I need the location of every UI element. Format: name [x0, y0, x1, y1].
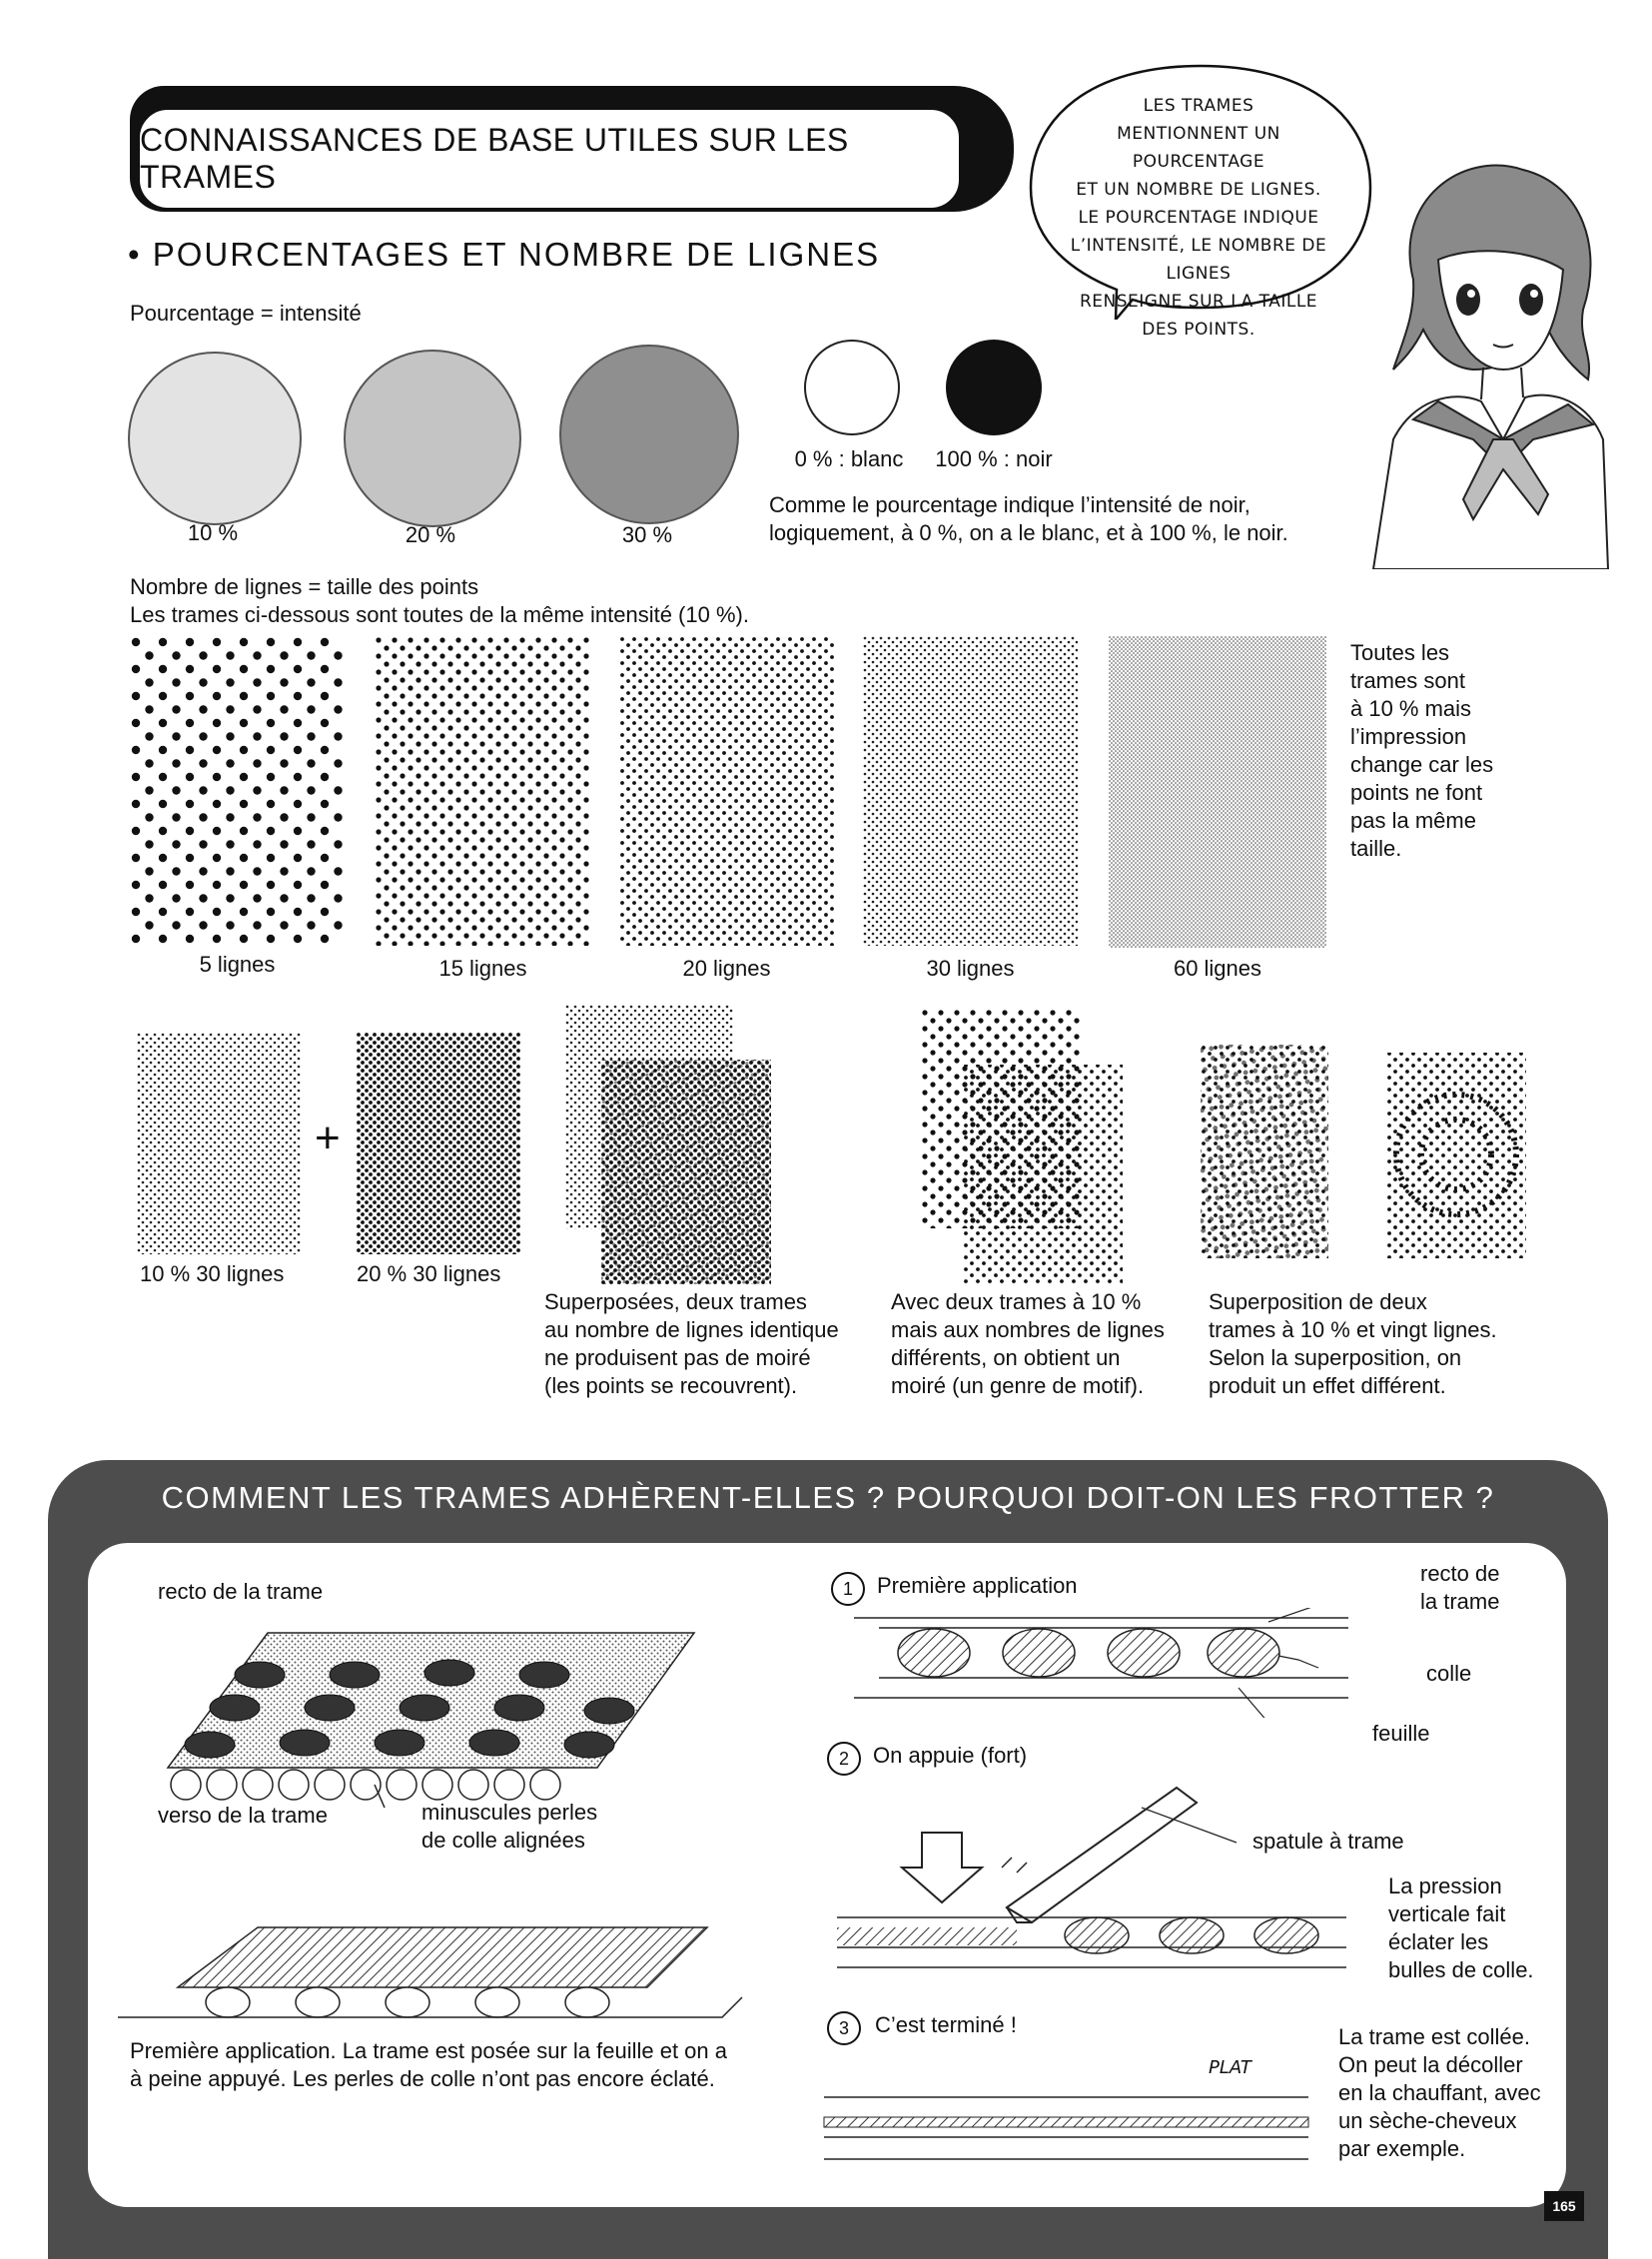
- feuille-label: feuille: [1372, 1721, 1430, 1746]
- page-title: CONNAISSANCES DE BASE UTILES SUR LES TRAMES: [138, 108, 961, 210]
- spatule-label: spatule à trame: [1252, 1829, 1404, 1854]
- overlay-different: [921, 1009, 1131, 1288]
- overlay-identical: [565, 1005, 775, 1284]
- noir-label: 100 % : noir: [935, 446, 1053, 471]
- section2-heading: COMMENT LES TRAMES ADHÈRENT-ELLES ? POURQUOI DOIT-ON LES FROTTER ?: [161, 1480, 1495, 1515]
- swatch-label: 20 lignes: [682, 956, 771, 981]
- caption-identical: Superposées, deux trames au nombre de lignes identique ne produisent pas de moiré (les points se recouvrent).: [544, 1289, 839, 1398]
- caption-different: Avec deux trames à 10 % mais aux nombres de lignes différents, on obtient un moiré (un genre de motif).: [891, 1289, 1165, 1398]
- plat-label: PLAT: [1209, 2057, 1251, 2078]
- swatch-10-30: [137, 1033, 301, 1254]
- recto-short-label: recto de la trame: [1420, 1561, 1500, 1614]
- first-application-illustration: [118, 1892, 757, 2052]
- colle-label: colle: [1426, 1661, 1472, 1686]
- swatch-20-lignes: [619, 636, 834, 946]
- pression-note: La pression verticale fait éclater les bulles de colle.: [1388, 1874, 1534, 1982]
- circle-10: [128, 352, 302, 525]
- speech-text: LES TRAMES MENTIONNENT UN POURCENTAGE ET UN NOMBRE DE LIGNES. LE POURCENTAGE INDIQUE L’INTENSITÉ, LE NOMBRE DE LIGNES RENSEIGNE SUR LA TAILLE DES POINTS.: [1070, 96, 1327, 340]
- swatch-30-lignes: [863, 636, 1078, 946]
- step-label: On appuie (fort): [873, 1743, 1028, 1768]
- label-20-30: 20 % 30 lignes: [357, 1261, 501, 1286]
- step-label: C’est terminé !: [875, 2012, 1017, 2037]
- swatch-label: 15 lignes: [438, 956, 527, 981]
- circle-blanc: [804, 340, 900, 435]
- page-number: 165: [1544, 2191, 1584, 2221]
- lines-label: Nombre de lignes = taille des points Les trames ci-dessous sont toutes de la même intensité (10 %).: [130, 574, 749, 627]
- step1-illustration: [849, 1608, 1378, 1718]
- step-label: Première application: [877, 1573, 1078, 1598]
- swatch-label: 60 lignes: [1173, 956, 1262, 981]
- circle-noir: [946, 340, 1042, 435]
- verso-label: verso de la trame: [158, 1803, 328, 1828]
- swatch-label: 30 lignes: [926, 956, 1015, 981]
- sheet-illustration: [150, 1613, 709, 1823]
- plus-sign: +: [315, 1114, 341, 1162]
- character-illustration: [1353, 140, 1613, 569]
- step3-illustration: [819, 2087, 1318, 2172]
- recto-label: recto de la trame: [158, 1579, 324, 1604]
- step-number: 3: [827, 2011, 861, 2045]
- circle-label-10: 10 %: [187, 520, 239, 545]
- step2-illustration: [827, 1758, 1366, 1987]
- collee-note: La trame est collée. On peut la décoller en la chauffant, avec un sèche-cheveux par exemple.: [1338, 2024, 1541, 2161]
- perles-label: minuscules perles de colle alignées: [421, 1800, 598, 1853]
- section-heading: • POURCENTAGES ET NOMBRE DE LIGNES: [128, 236, 881, 273]
- blanc-label: 0 % : blanc: [794, 446, 904, 471]
- circle-30: [559, 345, 739, 524]
- swatch-20-30: [357, 1033, 520, 1254]
- caption-variants: Superposition de deux trames à 10 % et vingt lignes. Selon la superposition, on produit un effet différent.: [1209, 1289, 1497, 1398]
- swatch-label: 5 lignes: [199, 952, 276, 977]
- swatch-5-lignes: [130, 636, 345, 944]
- overlay-variants: [1201, 1045, 1540, 1264]
- circle-20: [344, 350, 521, 527]
- label-10-30: 10 % 30 lignes: [140, 1261, 285, 1286]
- first-application-caption: Première application. La trame est posée sur la feuille et on a à peine appuyé. Les perles de colle n’ont pas encore éclaté.: [130, 2038, 727, 2091]
- percent-note: Comme le pourcentage indique l’intensité de noir, logiquement, à 0 %, on a le blanc, et à 100 %, le noir.: [769, 492, 1288, 545]
- percent-label: Pourcentage = intensité: [130, 301, 362, 326]
- swatch-60-lignes: [1109, 636, 1326, 948]
- swatch-note: Toutes les trames sont à 10 % mais l’impression change car les points ne font pas la même taille.: [1350, 640, 1494, 861]
- circle-label-20: 20 %: [405, 522, 456, 547]
- swatch-15-lignes: [375, 636, 591, 946]
- step-number: 1: [831, 1572, 865, 1606]
- circle-label-30: 30 %: [621, 522, 673, 547]
- step-number: 2: [827, 1742, 861, 1776]
